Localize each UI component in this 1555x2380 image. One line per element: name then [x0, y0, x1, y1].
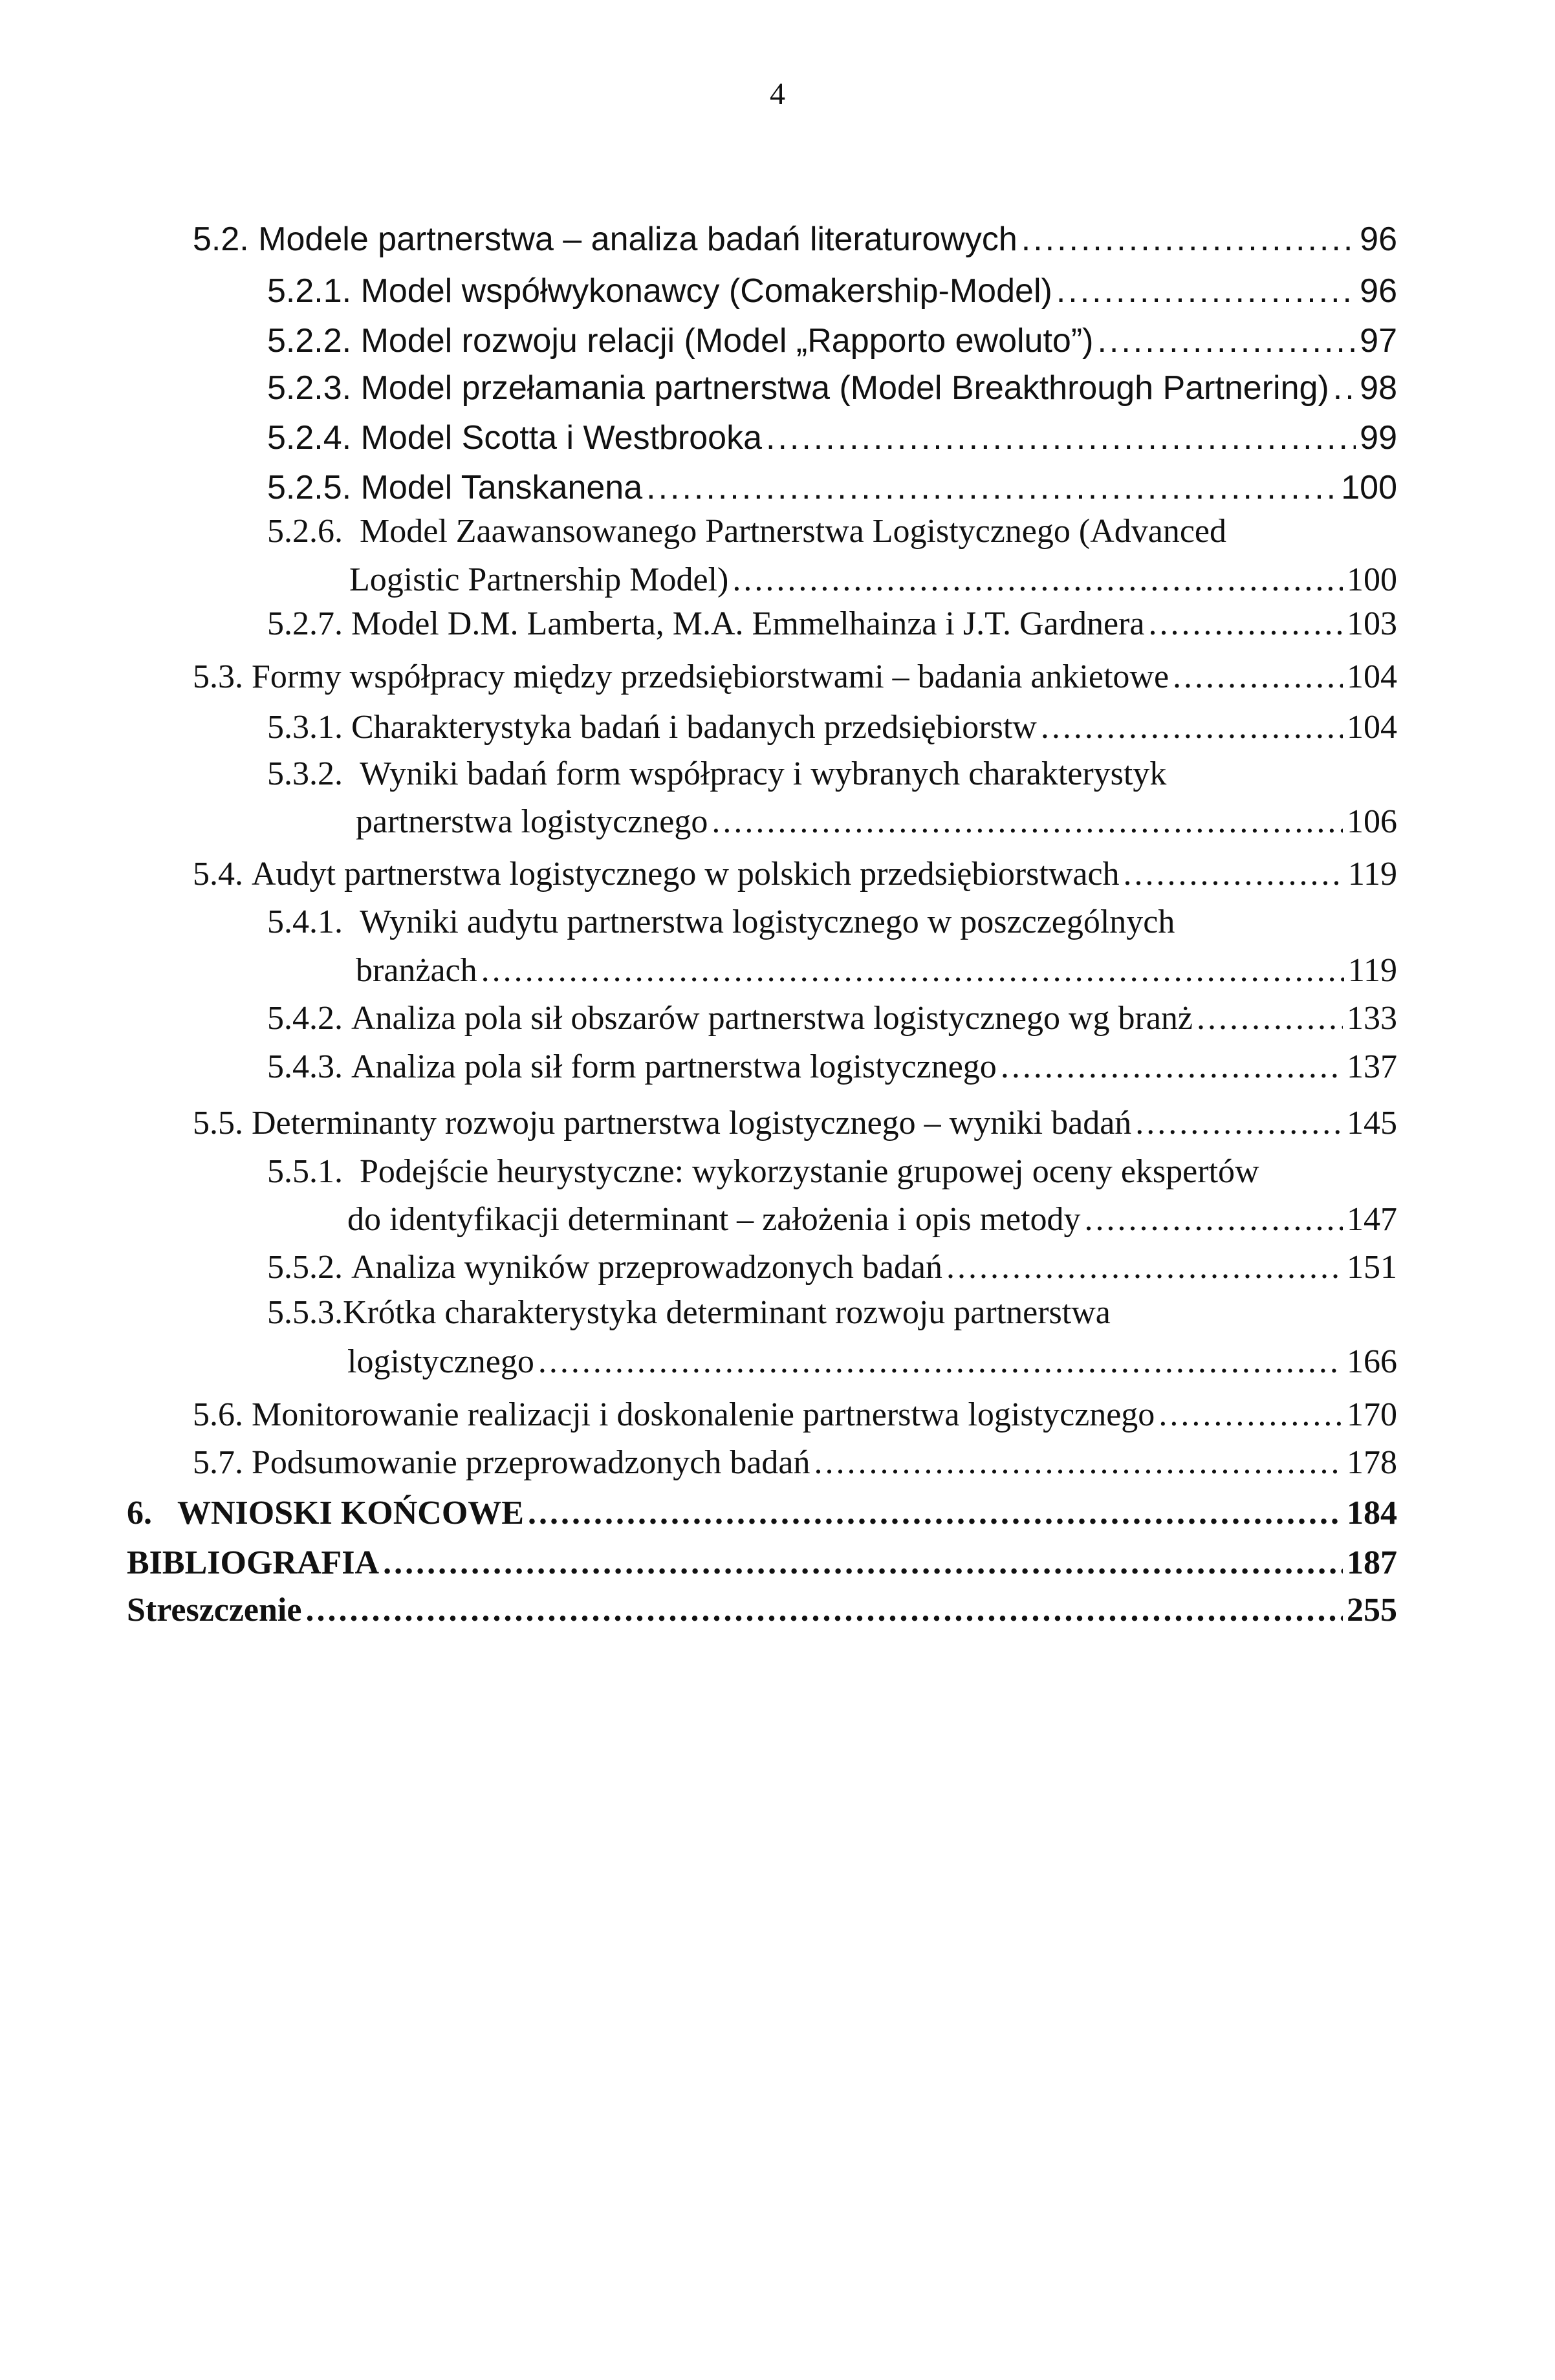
toc-entry-5-5-3: [267, 1293, 1397, 1381]
leader-dots: [1097, 321, 1356, 360]
toc-entry-title: Podsumowanie przeprowadzonych badań: [252, 1444, 810, 1481]
toc-entry-page: 97: [1360, 322, 1397, 360]
toc-entry-title: Model rozwoju relacji (Model „Rapporto ewoluto”): [360, 322, 1094, 360]
toc-entry-number: 5.2.4.: [267, 419, 352, 457]
toc-entry-number: 5.4.: [193, 856, 243, 892]
toc-entry-number: 5.2.5.: [267, 469, 352, 506]
leader-dots: [646, 468, 1337, 507]
toc-entry-5-4-1: [267, 903, 1397, 990]
toc-entry-title: Analiza wyników przeprowadzonych badań: [351, 1249, 942, 1286]
toc-entry-number: 5.7.: [193, 1444, 243, 1481]
toc-entry-5-4-2: [267, 999, 1397, 1038]
toc-entry-title: Model przełamania partnerstwa (Model Breakthrough Partnering): [360, 369, 1329, 407]
leader-dots: [1085, 1200, 1343, 1239]
leader-dots: [1333, 369, 1356, 407]
toc-entry-number: 5.4.2.: [267, 1000, 343, 1037]
leader-dots: [1197, 999, 1343, 1038]
toc-entry-page: 170: [1347, 1396, 1397, 1433]
toc-entry-page: 99: [1360, 419, 1397, 457]
toc-entry-5-2-7: [267, 605, 1397, 644]
toc-entry-number: 5.5.1.: [267, 1153, 343, 1190]
toc-entry-number: 5.2.7.: [267, 605, 343, 642]
toc-entry-5-2: [193, 220, 1397, 259]
toc-entry-number: 5.3.: [193, 658, 243, 695]
toc-entry-page: 255: [1347, 1592, 1397, 1628]
leader-dots: [1021, 220, 1356, 259]
toc-entry-page: 147: [1347, 1201, 1397, 1238]
toc-entry-page: 151: [1347, 1249, 1397, 1286]
toc-entry-5-2-6: [267, 512, 1397, 600]
toc-entry-number: 5.2.3.: [267, 369, 352, 407]
leader-dots: [1135, 1104, 1343, 1143]
toc-entry-5-2-5: [267, 468, 1397, 507]
toc-entry-number: 5.2.: [193, 221, 249, 258]
toc-entry-title-line1: Podejście heurystyczne: wykorzystanie grupowej oceny ekspertów: [360, 1153, 1259, 1190]
toc-entry-number: 6.: [127, 1495, 152, 1531]
toc-entry-title: Audyt partnerstwa logistycznego w polskich przedsiębiorstwach: [252, 856, 1120, 892]
toc-entry-title-line2: branżach: [356, 952, 477, 989]
toc-entry-page: 100: [1341, 469, 1397, 506]
toc-entry-title: Analiza pola sił form partnerstwa logistycznego: [351, 1048, 997, 1085]
toc-entry-title-line1: Wyniki badań form współpracy i wybranych charakterystyk: [360, 755, 1167, 792]
toc-entry-number: 5.3.1.: [267, 709, 343, 746]
toc-entry-title-line1: Model Zaawansowanego Partnerstwa Logistycznego (Advanced: [360, 513, 1226, 550]
leader-dots: [1158, 1396, 1343, 1434]
toc-entry-title: Charakterystyka badań i badanych przedsiębiorstw: [351, 709, 1037, 746]
toc-entry-title: Model D.M. Lamberta, M.A. Emmelhainza i J.T. Gardnera: [351, 605, 1145, 642]
toc-entry-title: WNIOSKI KOŃCOWE: [177, 1495, 524, 1531]
leader-dots: [481, 951, 1344, 990]
toc-entry-title-line1: Wyniki audytu partnerstwa logistycznego w poszczególnych: [360, 903, 1175, 940]
toc-entry-page: 106: [1347, 803, 1397, 840]
toc-entry-6: [127, 1494, 1397, 1533]
toc-entry-5-6: [193, 1396, 1397, 1434]
toc-entry-number: 5.2.6.: [267, 513, 343, 550]
leader-dots: [946, 1248, 1343, 1287]
toc-entry-page: 184: [1347, 1495, 1397, 1531]
toc-entry-title-line2: do identyfikacji determinant – założenia i opis metody: [347, 1201, 1081, 1238]
leader-dots: [305, 1591, 1343, 1630]
toc-entry-5-3-1: [267, 708, 1397, 747]
toc-entry-5-7: [193, 1444, 1397, 1482]
toc-entry-number: 5.6.: [193, 1396, 243, 1433]
toc-entry-5-3-2: [267, 755, 1397, 841]
toc-entry-number: 5.5.: [193, 1105, 243, 1141]
toc-entry-page: 119: [1347, 952, 1397, 989]
toc-entry-number: 5.4.1.: [267, 903, 343, 940]
leader-dots: [766, 418, 1356, 457]
toc-entry-page: 187: [1347, 1544, 1397, 1581]
toc-entry-5-2-3: [267, 369, 1397, 407]
toc-entry-page: 137: [1347, 1048, 1397, 1085]
toc-entry-title: Analiza pola sił obszarów partnerstwa logistycznego wg branż: [351, 1000, 1193, 1037]
toc-entry-title: Monitorowanie realizacji i doskonalenie partnerstwa logistycznego: [252, 1396, 1155, 1433]
toc-entry-title: Model współwykonawcy (Comakership-Model): [360, 272, 1052, 310]
toc-entry-page: 178: [1347, 1444, 1397, 1481]
leader-dots: [1148, 605, 1343, 644]
toc-entry-5-5-2: [267, 1248, 1397, 1287]
toc-entry-page: 104: [1347, 709, 1397, 746]
toc-entry-5-5: [193, 1104, 1397, 1143]
toc-entry-page: 96: [1360, 221, 1397, 258]
toc-entry-title: Formy współpracy między przedsiębiorstwami – badania ankietowe: [252, 658, 1169, 695]
toc-entry-5-4-3: [267, 1048, 1397, 1087]
toc-entry-5-2-2: [267, 321, 1397, 360]
toc-entry-5-5-1: [267, 1152, 1397, 1239]
toc-entry-title: Model Tanskanena: [360, 469, 643, 506]
toc-entry-page: 96: [1360, 272, 1397, 310]
toc-entry-number: 5.2.2.: [267, 322, 352, 360]
toc-entry-title: Streszczenie: [127, 1592, 302, 1628]
toc-entry-number: 5.5.3.: [267, 1294, 343, 1331]
toc-entry-title-line1: Krótka charakterystyka determinant rozwoju partnerstwa: [343, 1294, 1111, 1331]
leader-dots: [1041, 708, 1343, 747]
toc-entry-page: 119: [1347, 856, 1397, 892]
leader-dots: [1173, 658, 1343, 697]
leader-dots: [1124, 855, 1344, 894]
leader-dots: [712, 803, 1343, 841]
toc-entry-page: 100: [1347, 561, 1397, 598]
toc-entry-number: 5.5.2.: [267, 1249, 343, 1286]
toc-entry-title-line2: partnerstwa logistycznego: [356, 803, 708, 840]
page-number: 4: [770, 77, 785, 111]
leader-dots: [732, 561, 1343, 600]
toc-entry-5-4: [193, 855, 1397, 894]
toc-entry-title: Model Scotta i Westbrooka: [360, 419, 763, 457]
toc-entry-page: 166: [1347, 1343, 1397, 1380]
toc-entry-title-line2: Logistic Partnership Model): [349, 561, 729, 598]
leader-dots: [538, 1343, 1343, 1381]
toc-entry-number: 5.3.2.: [267, 755, 343, 792]
toc-entry-title: Determinanty rozwoju partnerstwa logistycznego – wyniki badań: [252, 1105, 1132, 1141]
leader-dots: [528, 1494, 1343, 1533]
toc-entry-5-2-4: [267, 418, 1397, 457]
toc-entry-number: 5.4.3.: [267, 1048, 343, 1085]
leader-dots: [1056, 272, 1356, 310]
toc-entry-page: 98: [1360, 369, 1397, 407]
toc-entry-number: 5.2.1.: [267, 272, 352, 310]
leader-dots: [383, 1544, 1343, 1583]
toc-entry-streszczenie: [127, 1591, 1397, 1630]
toc-entry-page: 133: [1347, 1000, 1397, 1037]
toc-entry-page: 104: [1347, 658, 1397, 695]
leader-dots: [1001, 1048, 1343, 1087]
toc-entry-page: 145: [1347, 1105, 1397, 1141]
toc-entry-5-2-1: [267, 272, 1397, 310]
toc-entry-title: Modele partnerstwa – analiza badań literaturowych: [258, 221, 1017, 258]
toc-entry-title-line2: logistycznego: [347, 1343, 534, 1380]
toc-entry-5-3: [193, 658, 1397, 697]
leader-dots: [814, 1444, 1343, 1482]
toc-entry-bibliografia: [127, 1544, 1397, 1583]
toc-entry-page: 103: [1347, 605, 1397, 642]
toc-entry-title: BIBLIOGRAFIA: [127, 1544, 380, 1581]
